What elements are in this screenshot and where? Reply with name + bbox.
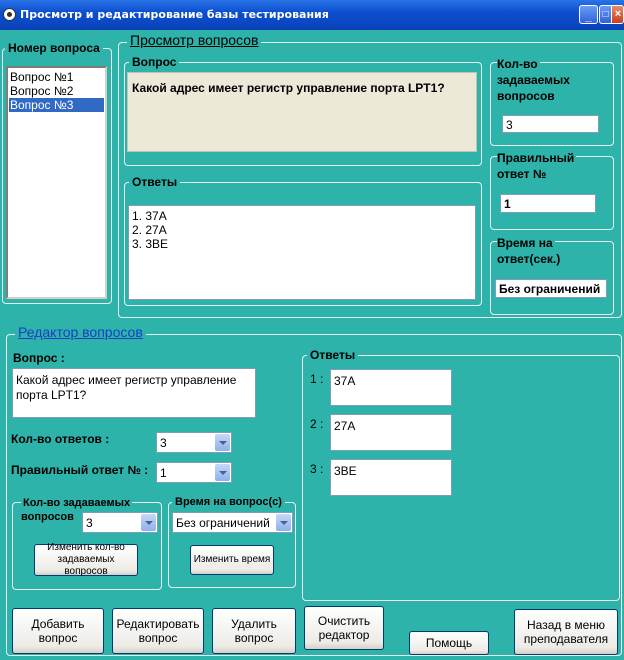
chevron-down-icon[interactable]: [276, 514, 291, 531]
editor-question-line: порта LPT1?: [16, 388, 87, 402]
chevron-down-icon[interactable]: [141, 514, 156, 531]
question-listbox[interactable]: [6, 66, 107, 299]
correct-answer-select[interactable]: [156, 462, 232, 483]
back-to-menu-label: преподавателя: [523, 632, 609, 646]
delete-question-button[interactable]: [212, 608, 296, 654]
editor-time-value: Без ограничений: [176, 516, 270, 530]
window-title: Просмотр и редактирование базы тестирования: [20, 8, 329, 21]
viewer-answers-box: [128, 205, 476, 300]
close-icon: ×: [614, 8, 622, 20]
answers-count-label: Кол-во ответов :: [11, 432, 110, 446]
clear-editor-label: Очистить: [317, 614, 371, 628]
editor-count-label-1: Кол-во задаваемых: [23, 497, 131, 509]
editor-count-select[interactable]: [82, 512, 158, 533]
chevron-down-icon[interactable]: [215, 464, 230, 481]
correct-answer-value: 1: [160, 466, 167, 480]
list-item[interactable]: Вопрос №2: [10, 84, 74, 98]
answer-text: 37A: [334, 374, 356, 388]
answer-text: 27A: [334, 419, 356, 433]
change-count-label: Изменить кол-во: [47, 542, 125, 553]
title-bar: [0, 0, 624, 30]
editor-time-select[interactable]: [172, 512, 293, 533]
editor-time-label: Время на вопрос(с): [172, 495, 285, 509]
viewer-time-label-1: Время на: [497, 236, 553, 250]
back-to-menu-label: Назад в меню: [527, 618, 605, 632]
change-time-button[interactable]: [190, 545, 274, 575]
maximize-button[interactable]: [599, 5, 611, 24]
help-label: Помощь: [425, 636, 473, 650]
answers-count-value: 3: [160, 436, 167, 450]
viewer-answer-3: 3. 3BE: [132, 237, 169, 251]
viewer-title: Просмотр вопросов: [127, 33, 261, 47]
edit-question-label: вопрос: [138, 631, 178, 645]
viewer-answer-1: 1. 37A: [132, 209, 167, 223]
viewer-correct-field: [500, 194, 596, 213]
question-list-title: Номер вопроса: [5, 41, 103, 55]
back-to-menu-button[interactable]: [514, 609, 618, 655]
close-button[interactable]: [611, 5, 624, 24]
viewer-count-label-3: вопросов: [497, 89, 555, 103]
viewer-question-box: [127, 72, 477, 152]
change-time-label: Изменить время: [193, 554, 271, 565]
chevron-down-icon[interactable]: [215, 434, 230, 451]
delete-question-label: вопрос: [234, 631, 274, 645]
viewer-count-value: 3: [506, 118, 513, 132]
add-question-label: Добавить: [31, 617, 85, 631]
edit-question-button[interactable]: [112, 608, 204, 654]
viewer-question-label: Вопрос: [129, 55, 179, 69]
change-count-button[interactable]: [34, 544, 138, 576]
viewer-correct-label-1: Правильный: [497, 151, 575, 165]
edit-question-label: Редактировать: [116, 617, 200, 631]
viewer-question-text: Какой адрес имеет регистр управление порта LPT1?: [132, 81, 445, 95]
answer-text: 3BE: [334, 464, 357, 478]
answer-input-1[interactable]: [330, 369, 452, 406]
viewer-count-field: [502, 115, 599, 133]
editor-question-line: Какой адрес имеет регистр управление: [16, 373, 237, 387]
answer-input-2[interactable]: [330, 414, 452, 451]
clear-editor-button[interactable]: [304, 606, 384, 650]
list-item[interactable]: Вопрос №1: [10, 70, 74, 84]
editor-count-label-2: вопросов: [21, 511, 74, 523]
viewer-correct-label-2: ответ №: [497, 167, 547, 181]
delete-question-label: Удалить: [231, 617, 277, 631]
help-button[interactable]: [409, 631, 489, 655]
app-icon: [3, 8, 16, 21]
viewer-correct-value: 1: [504, 197, 511, 211]
editor-question-label: Вопрос :: [13, 351, 65, 365]
viewer-count-label-2: задаваемых: [497, 73, 570, 87]
maximize-icon: □: [602, 9, 609, 20]
clear-editor-label: редактор: [318, 628, 370, 642]
answer-input-3[interactable]: [330, 459, 452, 496]
minimize-button[interactable]: [579, 5, 598, 24]
add-question-button[interactable]: [12, 608, 104, 654]
viewer-count-label-1: Кол-во: [497, 57, 538, 71]
viewer-answer-2: 2. 27A: [132, 223, 167, 237]
editor-count-value: 3: [86, 516, 93, 530]
list-item-selected[interactable]: Вопрос №3: [9, 98, 104, 112]
change-count-label: задаваемых вопросов: [57, 554, 115, 577]
minimize-icon: _: [585, 9, 592, 23]
viewer-time-label-2: ответ(сек.): [497, 252, 561, 266]
viewer-answers-label: Ответы: [129, 175, 180, 189]
answers-count-select[interactable]: [156, 432, 232, 453]
add-question-label: вопрос: [38, 631, 78, 645]
answer-number: 2 :: [310, 417, 324, 431]
answer-number: 3 :: [310, 462, 324, 476]
viewer-time-value: Без ограничений: [499, 282, 601, 296]
answer-number: 1 :: [310, 372, 324, 386]
editor-question-textarea[interactable]: [12, 368, 256, 418]
viewer-time-field: [495, 279, 607, 298]
editor-title: Редактор вопросов: [15, 325, 146, 339]
editor-answers-label: Ответы: [307, 348, 358, 362]
correct-answer-label: Правильный ответ № :: [11, 463, 149, 477]
